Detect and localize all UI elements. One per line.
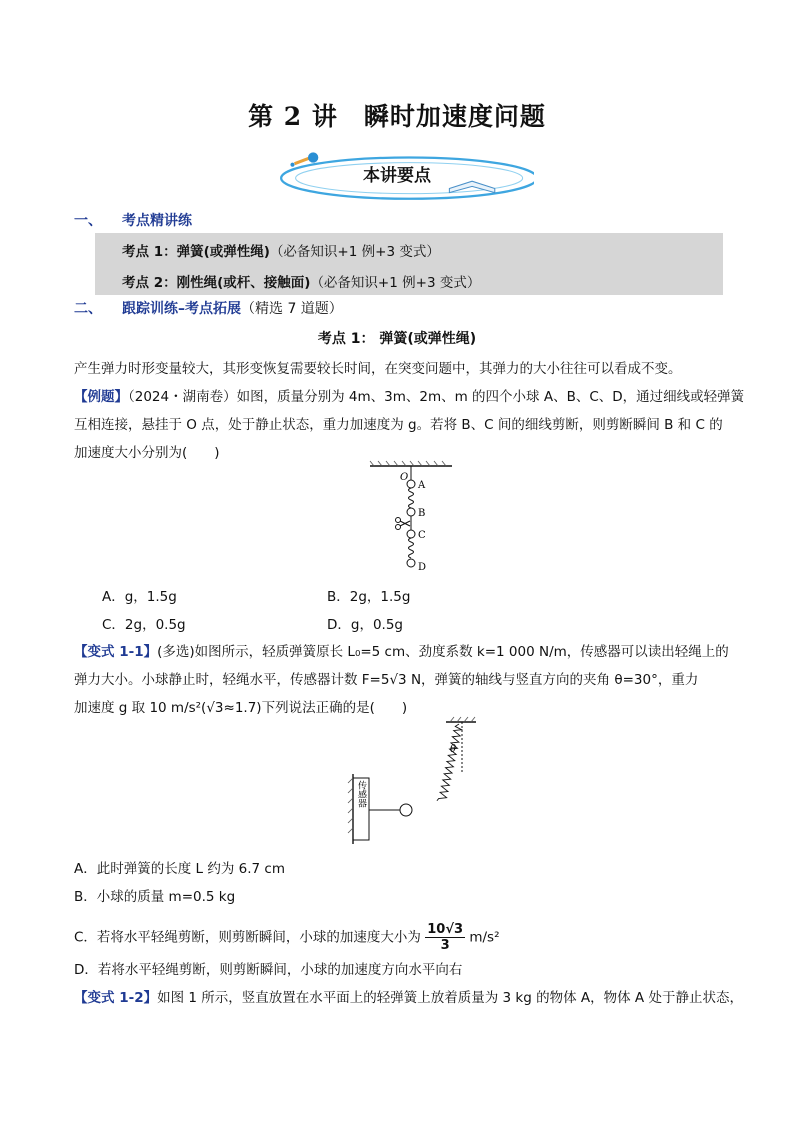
key-points-label: 本讲要点 [363,166,431,186]
example-figure [366,460,456,578]
point-2-head: 考点 2：刚性绳(或杆、接触面) [122,275,311,291]
point-1-head: 考点 1：弹簧(或弹性绳) [122,244,270,260]
fraction [425,922,465,953]
example-tag: 【例题】 [74,389,128,405]
variant1-line3: 加速度 g 取 10 m/s²(√3≈1.7)下列说法正确的是( ) [74,700,408,716]
section2-number: 二、 [74,301,102,317]
section1-label: 考点精讲练 [122,213,192,229]
variant1-figure [344,716,484,848]
sensor-label: 传感器 [356,780,366,808]
example-option-b: B．2g，1.5g [327,589,411,605]
fig-label-c: C [418,530,426,541]
point-1-note: （必备知识+1 例+3 变式） [269,244,440,260]
section2-heading [74,298,343,318]
fraction-denominator: 3 [440,938,450,953]
fig-label-a: A [418,480,426,491]
angle-label: θ [450,744,457,755]
fig-label-d: D [418,562,427,573]
point-1 [122,240,440,260]
fig-label-b: B [418,508,426,519]
example-line1: 【例题】（2024・湖南卷）如图，质量分别为 4m、3m、2m、m 的四个小球 A、B、C、D，通过细线或轻弹簧 [74,389,745,405]
variant1-option-b: B．小球的质量 m=0.5 kg [74,889,236,905]
variant2-line1: 【变式 1-2】如图 1 所示，竖直放置在水平面上的轻弹簧上放着质量为 3 kg 的物体 A，物体 A 处于静止状态， [74,990,743,1006]
variant2-tag: 【变式 1-2】 [74,990,158,1006]
point-2-note: （必备知识+1 例+3 变式） [310,275,481,291]
example-line3: 加速度大小分别为( ) [74,445,220,461]
variant1-option-a: A．此时弹簧的长度 L 约为 6.7 cm [74,861,285,877]
example-option-c: C．2g，0.5g [102,617,186,633]
point-2 [122,271,480,291]
variant1-line1: 【变式 1-1】(多选)如图所示，轻质弹簧原长 L₀=5 cm、劲度系数 k=1 000 N/m，传感器可以读出轻绳上的 [74,644,729,660]
topic1-heading: 考点 1： 弹簧(或弹性绳) [317,331,477,347]
example-option-a: A．g，1.5g [102,589,177,605]
example-option-d: D．g，0.5g [327,617,404,633]
variant1-tag: 【变式 1-1】 [74,644,158,660]
section1-number: 一、 [74,213,102,229]
section2-label: 跟踪训练–考点拓展 [122,301,241,317]
fig-label-o: O [400,472,409,483]
page-title: 第 2 讲 瞬时加速度问题 [248,102,546,131]
variant1-line2: 弹力大小。小球静止时，轻绳水平，传感器计数 F=5√3 N，弹簧的轴线与竖直方向的夹角 θ=30°，重力 [74,672,699,688]
variant1-option-c: C．若将水平轻绳剪断，则剪断瞬间，小球的加速度大小为 $\frac{10√3}{3}$ m/s² [74,922,500,953]
example-line2: 互相连接，悬挂于 O 点，处于静止状态，重力加速度为 g。若将 B、C 间的细线剪断，则剪断瞬间 B 和 C 的 [74,417,723,433]
intro-text: 产生弹力时形变量较大，其形变恢复需要较长时间，在突变问题中，其弹力的大小往往可以看成不变。 [74,361,682,377]
fraction-numerator: 10√3 [427,922,464,937]
section2-note: （精选 7 道题） [241,301,343,317]
fraction-unit: m/s² [469,929,500,946]
section1-heading [74,210,192,230]
variant1-option-d: D．若将水平轻绳剪断，则剪断瞬间，小球的加速度方向水平向右 [74,962,463,978]
